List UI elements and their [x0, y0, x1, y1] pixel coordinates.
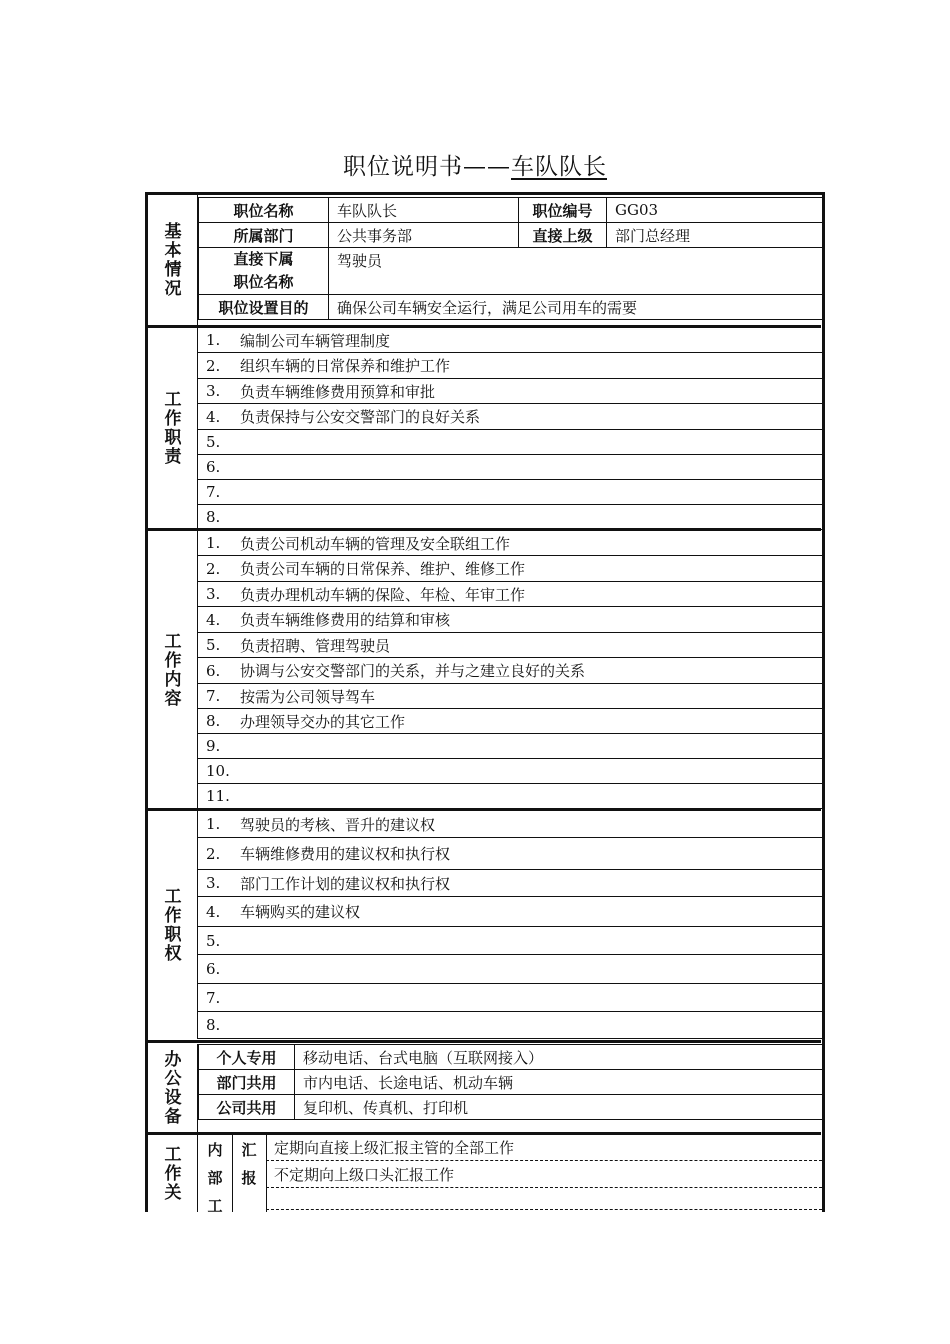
dashed-divider [266, 1187, 822, 1188]
row-text: 负责保持与公安交警部门的良好关系 [240, 408, 481, 426]
duties-row [198, 505, 822, 530]
purpose-value: 确保公司车辆安全运行，满足公司用车的需要 [329, 295, 825, 320]
section-label-basic: 基本情况 [145, 195, 198, 325]
row-number: 5. [206, 636, 221, 654]
row-number: 8. [206, 508, 221, 526]
row-number: 5. [206, 433, 221, 451]
row-number: 6. [206, 960, 221, 978]
duties-row [198, 455, 822, 480]
equipment-value: 移动电话、台式电脑（互联网接入） [295, 1045, 825, 1070]
row-text: 编制公司车辆管理制度 [240, 331, 391, 350]
row-number: 2. [206, 559, 221, 578]
row-text: 驾驶员的考核、晋升的建议权 [240, 815, 436, 834]
row-text: 按需为公司领导驾车 [240, 687, 376, 706]
authority-row [198, 1012, 822, 1039]
row-number: 4. [206, 902, 221, 921]
row-text: 车辆维修费用的建议权和执行权 [240, 845, 451, 863]
position-code-value: GG03 [607, 198, 825, 223]
equipment-key: 个人专用 [199, 1045, 295, 1070]
department-value: 公共事务部 [329, 223, 519, 248]
dashed-divider [266, 1160, 822, 1161]
position-code-label: 职位编号 [519, 198, 607, 223]
section-label-authority: 工作职权 [145, 811, 198, 1039]
row-number: 4. [206, 610, 221, 629]
row-number: 2. [206, 356, 221, 375]
row-number: 8. [206, 712, 221, 730]
superior-value: 部门总经理 [607, 223, 825, 248]
row-number: 1. [206, 331, 221, 349]
row-text: 部门工作计划的建议权和执行权 [240, 874, 451, 893]
row-number: 11. [206, 787, 230, 805]
subordinate-value: 驾驶员 [329, 248, 825, 295]
title-position: 车队队长 [511, 154, 607, 180]
section-label-relations: 工作关 [145, 1135, 198, 1212]
row-number: 4. [206, 407, 221, 426]
row-number: 9. [206, 737, 221, 755]
equipment-value: 市内电话、长途电话、机动车辆 [295, 1070, 825, 1095]
row-text: 组织车辆的日常保养和维护工作 [240, 357, 451, 375]
content-row [198, 734, 822, 759]
row-number: 3. [206, 382, 221, 400]
row-text: 负责办理机动车辆的保险、年检、年审工作 [240, 585, 526, 604]
row-number: 1. [206, 815, 221, 833]
authority-row [198, 870, 822, 897]
duties-row [198, 480, 822, 505]
section-divider [145, 1040, 821, 1043]
content-row [198, 684, 822, 709]
equipment-table [198, 1044, 825, 1120]
position-name-label: 职位名称 [199, 198, 329, 223]
authority-row [198, 897, 822, 927]
relations-report-label: 汇 报 [232, 1135, 267, 1212]
relations-line: 不定期向上级口头汇报工作 [274, 1166, 455, 1184]
basic-info-table [198, 197, 825, 320]
authority-list [198, 811, 822, 1039]
row-number: 6. [206, 458, 221, 476]
row-number: 6. [206, 661, 221, 680]
authority-row [198, 838, 822, 870]
content-row [198, 556, 822, 582]
department-label: 所属部门 [199, 223, 329, 248]
content-row [198, 658, 822, 684]
row-number: 3. [206, 585, 221, 603]
duties-row [198, 430, 822, 455]
purpose-label: 职位设置目的 [199, 295, 329, 320]
relations-internal-label: 内 部 工 [198, 1135, 233, 1212]
row-text: 负责车辆维修费用的结算和审核 [240, 611, 451, 629]
content-row [198, 582, 822, 607]
row-number: 2. [206, 844, 221, 863]
subordinate-label: 直接下属 职位名称 [199, 248, 329, 295]
row-text: 车辆购买的建议权 [240, 903, 361, 921]
relations-line: 定期向直接上级汇报主管的全部工作 [274, 1139, 515, 1157]
authority-row [198, 811, 822, 838]
duties-row [198, 404, 822, 430]
section-label-duties: 工作职责 [145, 328, 198, 528]
dashed-divider [266, 1209, 822, 1210]
duties-row [198, 353, 822, 379]
row-number: 7. [206, 988, 221, 1007]
row-number: 7. [206, 483, 221, 501]
duties-row [198, 328, 822, 353]
content-row [198, 784, 822, 809]
page-title [0, 148, 950, 181]
authority-row [198, 927, 822, 955]
relations-block [198, 1135, 825, 1215]
row-number: 3. [206, 874, 221, 892]
row-number: 1. [206, 534, 221, 552]
row-number: 8. [206, 1016, 221, 1034]
content-row [198, 607, 822, 633]
content-row [198, 759, 822, 784]
row-number: 5. [206, 931, 221, 950]
title-prefix: 职位说明书—— [343, 154, 511, 180]
content-list [198, 531, 822, 809]
equipment-value: 复印机、传真机、打印机 [295, 1095, 825, 1120]
content-row [198, 709, 822, 734]
row-text: 负责招聘、管理驾驶员 [240, 636, 391, 655]
row-text: 负责公司机动车辆的管理及安全联组工作 [240, 534, 511, 553]
position-name-value: 车队队长 [329, 198, 519, 223]
superior-label: 直接上级 [519, 223, 607, 248]
content-row [198, 531, 822, 556]
duties-list [198, 328, 822, 530]
duties-row [198, 379, 822, 404]
authority-row [198, 984, 822, 1012]
row-text: 办理领导交办的其它工作 [240, 712, 406, 731]
row-text: 负责公司车辆的日常保养、维护、维修工作 [240, 560, 526, 578]
content-row [198, 633, 822, 658]
section-label-content: 工作内容 [145, 531, 198, 808]
equipment-key: 公司共用 [199, 1095, 295, 1120]
row-number: 10. [206, 762, 230, 780]
row-text: 负责车辆维修费用预算和审批 [240, 382, 436, 401]
authority-row [198, 955, 822, 984]
row-number: 7. [206, 687, 221, 705]
row-text: 协调与公安交警部门的关系，并与之建立良好的关系 [240, 662, 586, 680]
section-label-equipment: 办公设备 [145, 1044, 198, 1132]
equipment-key: 部门共用 [199, 1070, 295, 1095]
